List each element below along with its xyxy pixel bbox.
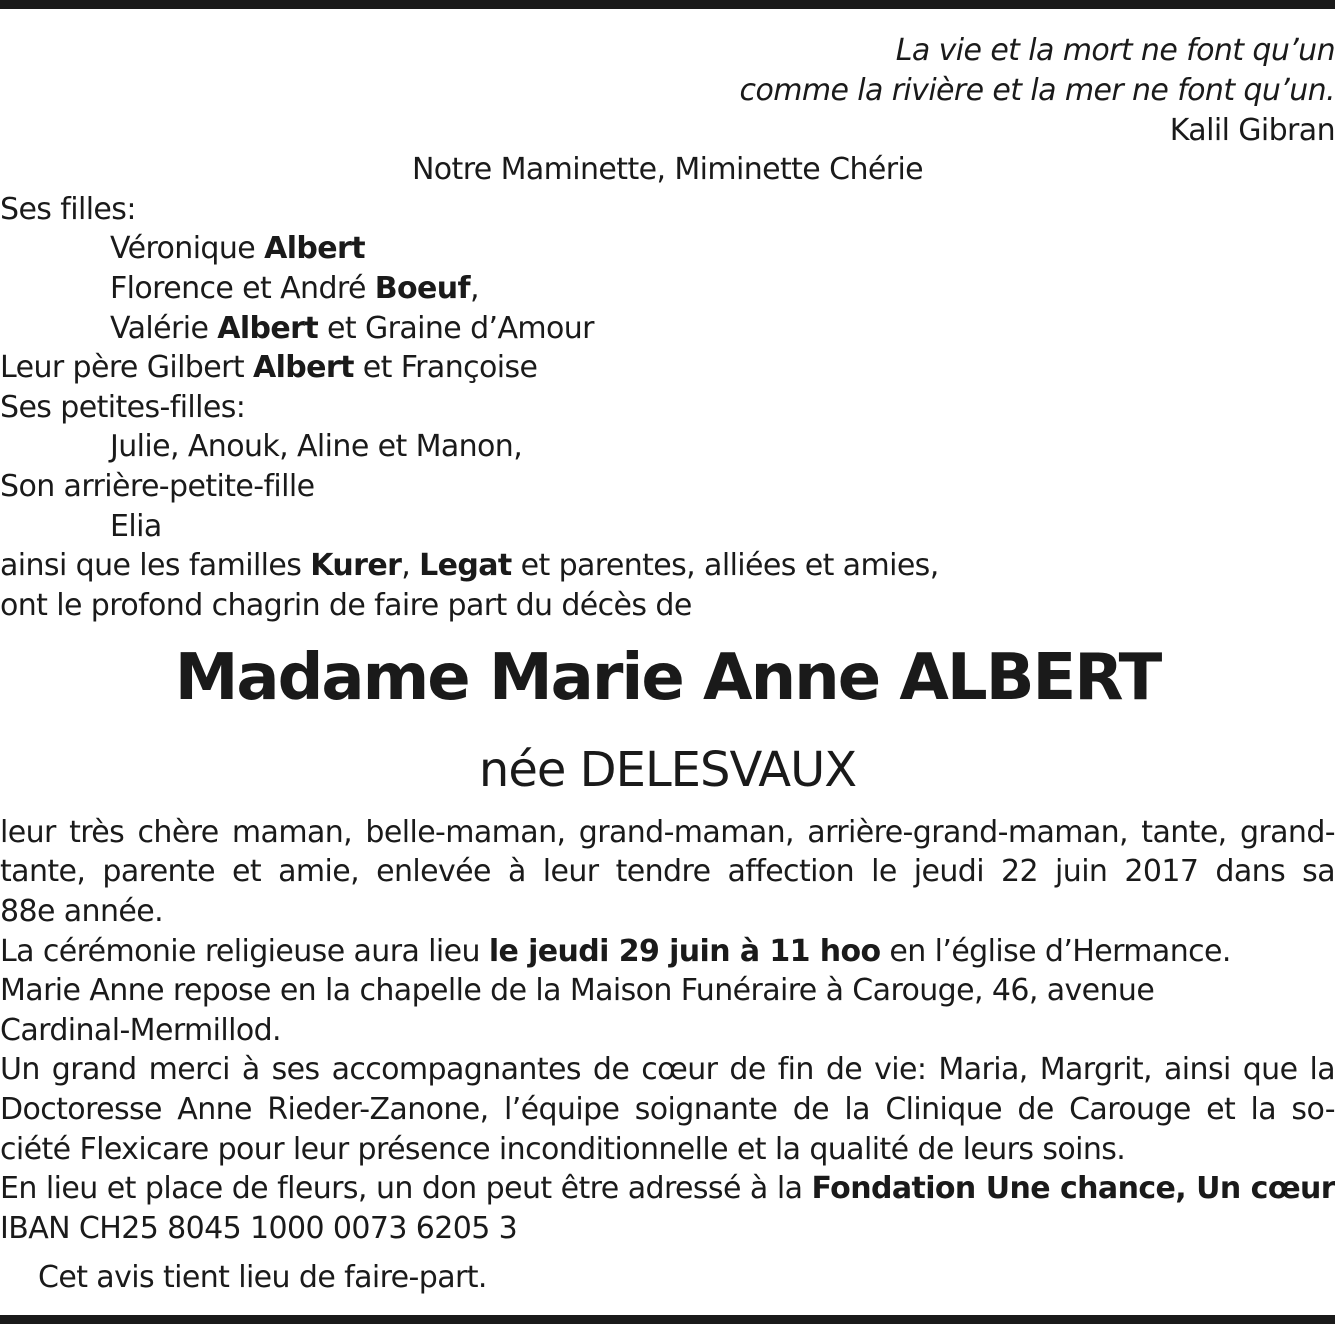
dedication: Notre Maminette, Miminette Chérie bbox=[411, 152, 924, 187]
thanks-line-3: ciété Flexicare pour leur présence inconditionnelle et la qualité de leurs soins. bbox=[0, 1132, 1126, 1167]
daughter-2: Florence et André Boeuf, bbox=[110, 271, 479, 306]
greatgranddaughter: Elia bbox=[110, 509, 162, 544]
daughter-3: Valérie Albert et Graine d’Amour bbox=[110, 311, 594, 346]
father: Leur père Gilbert Albert et Françoise bbox=[0, 350, 538, 385]
quote-author: Kalil Gibran bbox=[1169, 113, 1335, 148]
ceremony: La cérémonie religieuse aura lieu le jeudi 29 juin à 11 hoo en l’église d’Hermance. bbox=[0, 934, 1231, 969]
body-line-3: 88e année. bbox=[0, 894, 164, 929]
quote-line-1: La vie et la mort ne font qu’un bbox=[895, 33, 1335, 68]
repose-line-2: Cardinal-Mermillod. bbox=[0, 1013, 281, 1048]
quote-line-2: comme la rivière et la mer ne font qu’un. bbox=[739, 73, 1335, 108]
daughter-1: Véronique Albert bbox=[110, 231, 365, 266]
body-line-1: leur très chère maman, belle-maman, grand-maman, arrière-grand-maman, tante, grand- bbox=[0, 815, 1335, 850]
families: ainsi que les familles Kurer, Legat et parentes, alliées et amies, bbox=[0, 548, 939, 583]
top-rule bbox=[0, 0, 1335, 9]
repose-line-1: Marie Anne repose en la chapelle de la Maison Funéraire à Carouge, 46, avenue bbox=[0, 973, 1155, 1008]
greatgranddaughter-label: Son arrière-petite-fille bbox=[0, 469, 315, 504]
daughters-label: Ses filles: bbox=[0, 192, 136, 227]
deceased-name: Madame Marie Anne ALBERT bbox=[174, 641, 1161, 715]
bottom-rule bbox=[0, 1315, 1335, 1324]
announcement: ont le profond chagrin de faire part du décès de bbox=[0, 588, 692, 623]
maiden-name: née DELESVAUX bbox=[478, 742, 857, 798]
granddaughters-label: Ses petites-filles: bbox=[0, 390, 246, 425]
thanks-line-2: Doctoresse Anne Rieder-Zanone, l’équipe soignante de la Clinique de Carouge et la so- bbox=[0, 1092, 1335, 1127]
thanks-line-1: Un grand merci à ses accompagnantes de cœur de fin de vie: Maria, Margrit, ainsi que la bbox=[0, 1052, 1335, 1087]
donation: En lieu et place de fleurs, un don peut être adressé à la Fondation Une chance, Un cœur bbox=[0, 1171, 1335, 1206]
granddaughters: Julie, Anouk, Aline et Manon, bbox=[110, 429, 523, 464]
footer-note: Cet avis tient lieu de faire-part. bbox=[38, 1260, 487, 1295]
iban: IBAN CH25 8045 1000 0073 6205 3 bbox=[0, 1211, 518, 1246]
body-line-2: tante, parente et amie, enlevée à leur tendre affection le jeudi 22 juin 2017 dans sa bbox=[0, 854, 1335, 889]
